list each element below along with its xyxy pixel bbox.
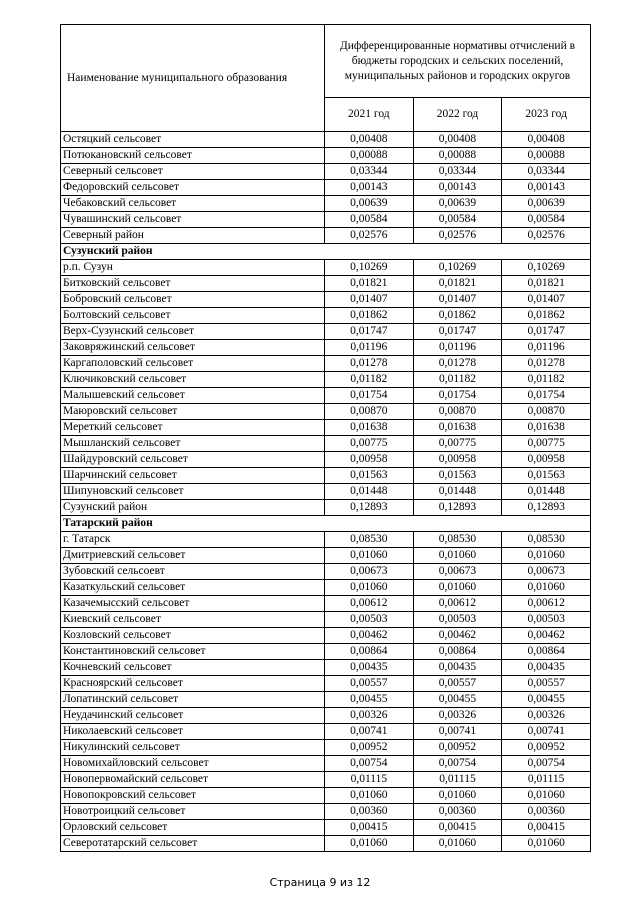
municipality-name: Орловский сельсовет [61, 820, 325, 836]
table-row [61, 836, 591, 852]
normative-value-2022: 0,00462 [413, 628, 502, 644]
normative-value-2023: 0,01563 [502, 468, 591, 484]
table-row [61, 676, 591, 692]
normative-value-2022: 0,12893 [413, 500, 502, 516]
normative-value-2023: 0,00088 [502, 148, 591, 164]
table-row [61, 180, 591, 196]
municipality-name: Чувашинский сельсовет [61, 212, 325, 228]
table-body [61, 132, 591, 852]
table-row [61, 260, 591, 276]
normative-value-2022: 0,01060 [413, 548, 502, 564]
table-row [61, 356, 591, 372]
normative-value-2022: 0,01821 [413, 276, 502, 292]
normative-value-2022: 0,00408 [413, 132, 502, 148]
municipality-name: Шарчинский сельсовет [61, 468, 325, 484]
normative-value-2023: 0,10269 [502, 260, 591, 276]
table-row [61, 580, 591, 596]
table-row [61, 276, 591, 292]
municipality-name: Новомихайловский сельсовет [61, 756, 325, 772]
normative-value-2022: 0,00435 [413, 660, 502, 676]
normative-value-2022: 0,01563 [413, 468, 502, 484]
municipality-name: Красноярский сельсовет [61, 676, 325, 692]
normative-value-2022: 0,00864 [413, 644, 502, 660]
normative-value-2021: 0,00462 [325, 628, 414, 644]
normatives-table [60, 24, 591, 852]
normative-value-2021: 0,01278 [325, 356, 414, 372]
normative-value-2021: 0,00408 [325, 132, 414, 148]
table-row [61, 692, 591, 708]
municipality-name: Малышевский сельсовет [61, 388, 325, 404]
normative-value-2021: 0,01563 [325, 468, 414, 484]
municipality-name: Константиновский сельсовет [61, 644, 325, 660]
municipality-name: Дмитриевский сельсовет [61, 548, 325, 564]
normative-value-2022: 0,01747 [413, 324, 502, 340]
normative-value-2023: 0,00143 [502, 180, 591, 196]
table-row [61, 500, 591, 516]
normative-value-2021: 0,00503 [325, 612, 414, 628]
normative-value-2021: 0,00455 [325, 692, 414, 708]
normative-value-2022: 0,01060 [413, 580, 502, 596]
section-title: Сузунский район [61, 244, 591, 260]
table-row [61, 548, 591, 564]
normative-value-2023: 0,01196 [502, 340, 591, 356]
normative-value-2023: 0,00435 [502, 660, 591, 676]
municipality-name: Новопервомайский сельсовет [61, 772, 325, 788]
normative-value-2021: 0,00952 [325, 740, 414, 756]
normative-value-2022: 0,01060 [413, 836, 502, 852]
municipality-name: Северотатарский сельсовет [61, 836, 325, 852]
normative-value-2023: 0,00455 [502, 692, 591, 708]
section-row [61, 516, 591, 532]
normative-value-2023: 0,01862 [502, 308, 591, 324]
municipality-name: Мереткий сельсовет [61, 420, 325, 436]
normative-value-2021: 0,00741 [325, 724, 414, 740]
normative-value-2022: 0,01196 [413, 340, 502, 356]
table-row [61, 612, 591, 628]
normative-value-2021: 0,01060 [325, 548, 414, 564]
header-group-title: Дифференцированные нормативы отчислений в бюджеты городских и сельских поселений, муниципальных районов и городских округов [325, 25, 591, 98]
normative-value-2023: 0,00360 [502, 804, 591, 820]
normative-value-2021: 0,00958 [325, 452, 414, 468]
header-name-column: Наименование муниципального образования [61, 25, 325, 132]
municipality-name: Никулинский сельсовет [61, 740, 325, 756]
normative-value-2023: 0,01182 [502, 372, 591, 388]
table-row [61, 196, 591, 212]
municipality-name: Казаткульский сельсовет [61, 580, 325, 596]
normative-value-2023: 0,01115 [502, 772, 591, 788]
normative-value-2021: 0,01060 [325, 836, 414, 852]
section-title: Татарский район [61, 516, 591, 532]
normative-value-2021: 0,00143 [325, 180, 414, 196]
table-row [61, 468, 591, 484]
normative-value-2022: 0,00754 [413, 756, 502, 772]
normative-value-2021: 0,00673 [325, 564, 414, 580]
table-row [61, 724, 591, 740]
normative-value-2021: 0,00360 [325, 804, 414, 820]
normative-value-2021: 0,01407 [325, 292, 414, 308]
header-year-2022: 2022 год [413, 98, 502, 132]
table-row [61, 132, 591, 148]
normative-value-2021: 0,01821 [325, 276, 414, 292]
table-row [61, 212, 591, 228]
municipality-name: Сузунский район [61, 500, 325, 516]
normative-value-2023: 0,00864 [502, 644, 591, 660]
normative-value-2023: 0,01060 [502, 788, 591, 804]
normative-value-2023: 0,00754 [502, 756, 591, 772]
normative-value-2022: 0,00557 [413, 676, 502, 692]
municipality-name: Мышланский сельсовет [61, 436, 325, 452]
table-row [61, 660, 591, 676]
normative-value-2021: 0,00088 [325, 148, 414, 164]
normative-value-2022: 0,00143 [413, 180, 502, 196]
normative-value-2023: 0,00870 [502, 404, 591, 420]
normative-value-2021: 0,00639 [325, 196, 414, 212]
normative-value-2021: 0,02576 [325, 228, 414, 244]
normative-value-2023: 0,00462 [502, 628, 591, 644]
municipality-name: Кочневский сельсовет [61, 660, 325, 676]
normative-value-2023: 0,01448 [502, 484, 591, 500]
header-year-2021: 2021 год [325, 98, 414, 132]
normative-value-2022: 0,01448 [413, 484, 502, 500]
municipality-name: Северный район [61, 228, 325, 244]
table-row [61, 596, 591, 612]
normative-value-2023: 0,01821 [502, 276, 591, 292]
normative-value-2023: 0,08530 [502, 532, 591, 548]
table-row [61, 292, 591, 308]
normative-value-2021: 0,00435 [325, 660, 414, 676]
normative-value-2021: 0,01747 [325, 324, 414, 340]
municipality-name: Чебаковский сельсовет [61, 196, 325, 212]
normative-value-2021: 0,01060 [325, 580, 414, 596]
normative-value-2022: 0,00958 [413, 452, 502, 468]
normative-value-2022: 0,02576 [413, 228, 502, 244]
normative-value-2023: 0,00612 [502, 596, 591, 612]
table-row [61, 148, 591, 164]
municipality-name: Шипуновский сельсовет [61, 484, 325, 500]
table-row [61, 756, 591, 772]
normative-value-2022: 0,01638 [413, 420, 502, 436]
page-number: Страница 9 из 12 [269, 876, 371, 889]
table-row [61, 564, 591, 580]
normative-value-2023: 0,00958 [502, 452, 591, 468]
municipality-name: Ключиковский сельсовет [61, 372, 325, 388]
normative-value-2022: 0,01407 [413, 292, 502, 308]
table-row [61, 532, 591, 548]
normative-value-2021: 0,01182 [325, 372, 414, 388]
municipality-name: Маюровский сельсовет [61, 404, 325, 420]
normative-value-2021: 0,00557 [325, 676, 414, 692]
normative-value-2023: 0,00775 [502, 436, 591, 452]
normative-value-2022: 0,00673 [413, 564, 502, 580]
municipality-name: Битковский сельсовет [61, 276, 325, 292]
normative-value-2023: 0,01638 [502, 420, 591, 436]
normative-value-2022: 0,01060 [413, 788, 502, 804]
normative-value-2022: 0,00455 [413, 692, 502, 708]
table-row [61, 404, 591, 420]
municipality-name: Бобровский сельсовет [61, 292, 325, 308]
normative-value-2022: 0,00612 [413, 596, 502, 612]
normative-value-2022: 0,00775 [413, 436, 502, 452]
normative-value-2023: 0,01278 [502, 356, 591, 372]
table-row [61, 452, 591, 468]
normative-value-2021: 0,00754 [325, 756, 414, 772]
normative-value-2023: 0,00326 [502, 708, 591, 724]
normative-value-2022: 0,00639 [413, 196, 502, 212]
normative-value-2023: 0,00584 [502, 212, 591, 228]
normative-value-2021: 0,01448 [325, 484, 414, 500]
table-row [61, 628, 591, 644]
table-row [61, 644, 591, 660]
table-row [61, 788, 591, 804]
municipality-name: Николаевский сельсовет [61, 724, 325, 740]
table-row [61, 820, 591, 836]
table-row [61, 484, 591, 500]
normative-value-2021: 0,01862 [325, 308, 414, 324]
normative-value-2021: 0,01060 [325, 788, 414, 804]
municipality-name: Киевский сельсовет [61, 612, 325, 628]
normative-value-2022: 0,01862 [413, 308, 502, 324]
normative-value-2022: 0,10269 [413, 260, 502, 276]
normative-value-2023: 0,00503 [502, 612, 591, 628]
section-row [61, 244, 591, 260]
normative-value-2021: 0,08530 [325, 532, 414, 548]
municipality-name: Лопатинский сельсовет [61, 692, 325, 708]
table-row [61, 228, 591, 244]
normative-value-2021: 0,10269 [325, 260, 414, 276]
municipality-name: Каргаполовский сельсовет [61, 356, 325, 372]
normative-value-2023: 0,12893 [502, 500, 591, 516]
normative-value-2023: 0,01407 [502, 292, 591, 308]
municipality-name: Северный сельсовет [61, 164, 325, 180]
table-row [61, 740, 591, 756]
normative-value-2023: 0,00673 [502, 564, 591, 580]
table-row [61, 420, 591, 436]
table-row [61, 372, 591, 388]
header-row [61, 25, 591, 98]
municipality-name: Неудачинский сельсовет [61, 708, 325, 724]
municipality-name: Болтовский сельсовет [61, 308, 325, 324]
municipality-name: р.п. Сузун [61, 260, 325, 276]
normative-value-2023: 0,03344 [502, 164, 591, 180]
normative-value-2021: 0,00870 [325, 404, 414, 420]
normative-value-2021: 0,00326 [325, 708, 414, 724]
normative-value-2022: 0,00360 [413, 804, 502, 820]
normative-value-2023: 0,00557 [502, 676, 591, 692]
normative-value-2022: 0,01182 [413, 372, 502, 388]
table-row [61, 340, 591, 356]
normative-value-2023: 0,01754 [502, 388, 591, 404]
table-row [61, 388, 591, 404]
normative-value-2021: 0,01638 [325, 420, 414, 436]
normative-value-2022: 0,03344 [413, 164, 502, 180]
normative-value-2023: 0,00408 [502, 132, 591, 148]
municipality-name: Заковряжинский сельсовет [61, 340, 325, 356]
normative-value-2022: 0,00870 [413, 404, 502, 420]
normative-value-2023: 0,00741 [502, 724, 591, 740]
normative-value-2022: 0,01278 [413, 356, 502, 372]
normative-value-2022: 0,00088 [413, 148, 502, 164]
normative-value-2022: 0,08530 [413, 532, 502, 548]
municipality-name: Верх-Сузунский сельсовет [61, 324, 325, 340]
normative-value-2021: 0,12893 [325, 500, 414, 516]
municipality-name: Казачемысский сельсовет [61, 596, 325, 612]
normative-value-2022: 0,00952 [413, 740, 502, 756]
table-row [61, 708, 591, 724]
normative-value-2023: 0,01060 [502, 836, 591, 852]
normative-value-2021: 0,01115 [325, 772, 414, 788]
normative-value-2023: 0,01060 [502, 580, 591, 596]
municipality-name: Зубовский сельсоевт [61, 564, 325, 580]
normative-value-2021: 0,03344 [325, 164, 414, 180]
normative-value-2021: 0,00612 [325, 596, 414, 612]
table-row [61, 308, 591, 324]
normative-value-2022: 0,00584 [413, 212, 502, 228]
municipality-name: Шайдуровский сельсовет [61, 452, 325, 468]
municipality-name: Козловский сельсовет [61, 628, 325, 644]
normative-value-2022: 0,00741 [413, 724, 502, 740]
normative-value-2022: 0,00326 [413, 708, 502, 724]
municipality-name: Новопокровский сельсовет [61, 788, 325, 804]
normative-value-2023: 0,00952 [502, 740, 591, 756]
normative-value-2021: 0,00584 [325, 212, 414, 228]
normative-value-2023: 0,00639 [502, 196, 591, 212]
normative-value-2021: 0,01196 [325, 340, 414, 356]
header-year-2023: 2023 год [502, 98, 591, 132]
normative-value-2022: 0,01754 [413, 388, 502, 404]
normative-value-2023: 0,01060 [502, 548, 591, 564]
normative-value-2021: 0,00775 [325, 436, 414, 452]
municipality-name: г. Татарск [61, 532, 325, 548]
table-row [61, 804, 591, 820]
normative-value-2021: 0,00415 [325, 820, 414, 836]
normative-value-2023: 0,02576 [502, 228, 591, 244]
table-row [61, 772, 591, 788]
normative-value-2022: 0,01115 [413, 772, 502, 788]
normative-value-2021: 0,00864 [325, 644, 414, 660]
municipality-name: Федоровский сельсовет [61, 180, 325, 196]
normative-value-2022: 0,00415 [413, 820, 502, 836]
normative-value-2023: 0,01747 [502, 324, 591, 340]
municipality-name: Потюкановский сельсовет [61, 148, 325, 164]
table-row [61, 164, 591, 180]
municipality-name: Новотроицкий сельсовет [61, 804, 325, 820]
municipality-name: Остяцкий сельсовет [61, 132, 325, 148]
normative-value-2023: 0,00415 [502, 820, 591, 836]
normative-value-2021: 0,01754 [325, 388, 414, 404]
normative-value-2022: 0,00503 [413, 612, 502, 628]
table-row [61, 324, 591, 340]
table-row [61, 436, 591, 452]
